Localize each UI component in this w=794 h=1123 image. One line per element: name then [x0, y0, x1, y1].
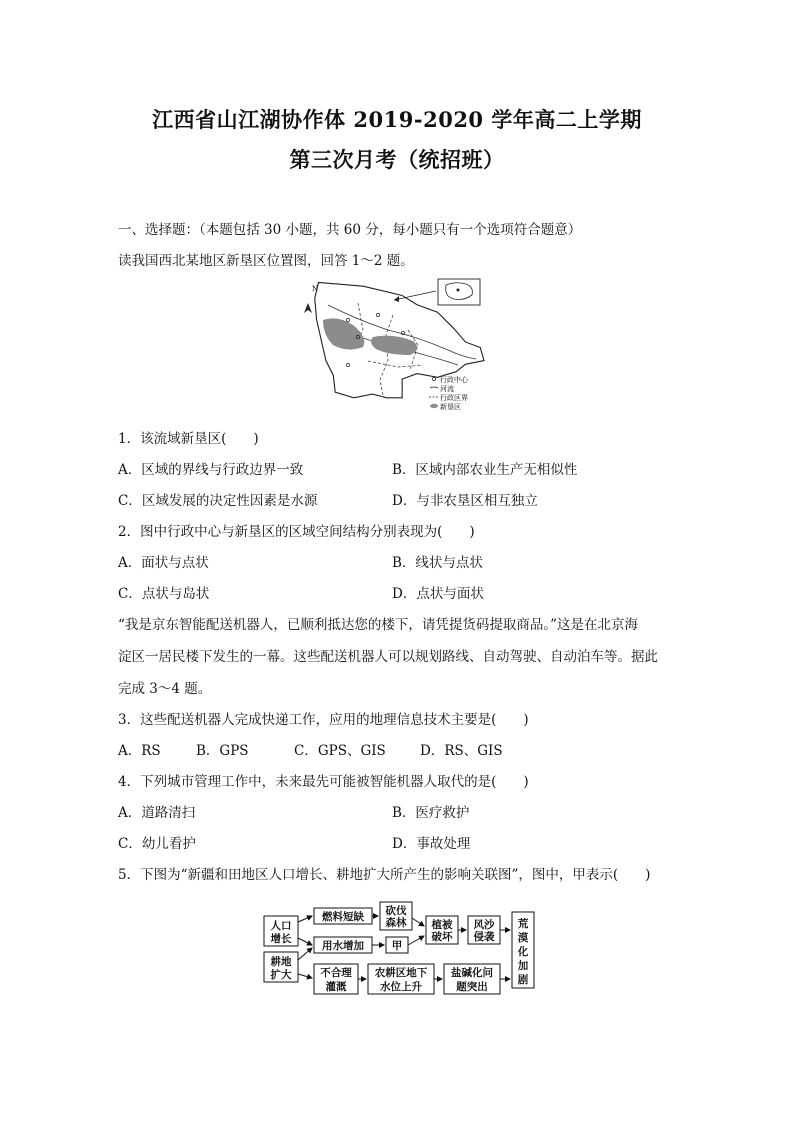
q3-option-d: D．RS、GIS: [420, 743, 503, 759]
q2-stem: 2．图中行政中心与新垦区的区域空间结构分别表现为( ): [118, 524, 475, 540]
node-irrigation-line2: 灌溉: [325, 981, 347, 993]
node-farmland-line1: 耕地: [270, 956, 292, 968]
q2-option-b: B．线状与点状: [392, 555, 483, 571]
q1-stem: 1．该流域新垦区( ): [118, 431, 259, 447]
q4-option-a: A．道路清扫: [118, 805, 196, 821]
q5-stem: 5．下图为“新疆和田地区人口增长、耕地扩大所产生的影响关联图”，图中，甲表示( ): [118, 867, 651, 883]
q1-option-a: A．区域的界线与行政边界一致: [118, 462, 304, 478]
node-desertification-c4: 加: [517, 960, 529, 972]
node-irrigation-line1: 不合理: [320, 967, 352, 979]
q4-option-b: B．医疗救护: [392, 805, 470, 821]
node-water-use: 用水增加: [322, 940, 364, 952]
legend-boundary: 行政区界: [440, 394, 468, 402]
q3-option-b: B．GPS: [196, 743, 249, 759]
passage-line: “我是京东智能配送机器人，已顺利抵达您的楼下，请凭提货码提取商品。”这是在北京海: [118, 617, 639, 633]
node-farmland-line2: 扩大: [270, 969, 292, 981]
node-desertification-c2: 漠: [517, 932, 529, 944]
node-desertification-c3: 化: [517, 946, 529, 958]
legend-new-area: 新垦区: [440, 403, 461, 411]
q3-option-a: A．RS: [118, 743, 161, 759]
node-vegetation-line1: 植被: [431, 919, 453, 931]
q4-option-d: D．事故处理: [392, 836, 471, 852]
q2-option-a: A．面状与点状: [118, 555, 209, 571]
section-heading: 一、选择题：（本题包括 30 小题，共 60 分，每小题只有一个选项符合题意）: [118, 222, 582, 238]
node-vegetation-line2: 破坏: [431, 931, 453, 943]
node-salinization-line1: 盐碱化问: [451, 967, 493, 979]
q3-stem: 3．这些配送机器人完成快递工作，应用的地理信息技术主要是( ): [118, 712, 529, 728]
q2-option-d: D．点状与面状: [392, 586, 484, 602]
q1-option-b: B．区域内部农业生产无相似性: [392, 462, 578, 478]
q2-option-c: C．点状与岛状: [118, 586, 210, 602]
node-desertification-c5: 剧: [517, 974, 529, 986]
legend-river: 河流: [440, 385, 454, 393]
node-deforestation-line1: 砍伐: [385, 905, 407, 917]
node-fuel-shortage: 燃料短缺: [322, 911, 364, 923]
page-subtitle: 第三次月考（统招班）: [289, 147, 505, 172]
north-label: N: [312, 285, 319, 293]
page-title: 江西省山江湖协作体 2019-2020 学年高二上学期: [152, 107, 642, 132]
node-salinization-line2: 题突出: [456, 981, 488, 993]
passage-line: 淀区一居民楼下发生的一幕。这些配送机器人可以规划路线、自动驾驶、自动泊车等。据此: [118, 649, 658, 665]
node-sandstorm-line2: 侵袭: [473, 931, 495, 943]
node-sandstorm-line1: 风沙: [473, 919, 495, 931]
node-deforestation-line2: 森林: [385, 917, 407, 929]
intro-text: 读我国西北某地区新垦区位置图，回答 1～2 题。: [118, 253, 414, 269]
q3-option-c: C．GPS、GIS: [294, 743, 386, 759]
reclamation-map: [298, 275, 488, 415]
legend-admin: 行政中心: [440, 376, 468, 384]
passage-line: 完成 3～4 题。: [118, 681, 212, 697]
q4-option-c: C．幼儿看护: [118, 836, 196, 852]
node-population-line1: 人口: [270, 920, 292, 932]
node-population-line2: 增长: [270, 933, 292, 945]
node-desertification-c1: 荒: [517, 918, 529, 930]
q1-option-c: C．区域发展的决定性因素是水源: [118, 493, 318, 509]
impact-flow-diagram: [262, 898, 542, 998]
q1-option-d: D．与非农垦区相互独立: [392, 493, 538, 509]
q4-stem: 4．下列城市管理工作中，未来最先可能被智能机器人取代的是( ): [118, 774, 529, 790]
node-jia: 甲: [391, 940, 403, 952]
node-groundwater-line1: 农耕区地下: [374, 967, 428, 979]
node-groundwater-line2: 水位上升: [380, 981, 422, 993]
